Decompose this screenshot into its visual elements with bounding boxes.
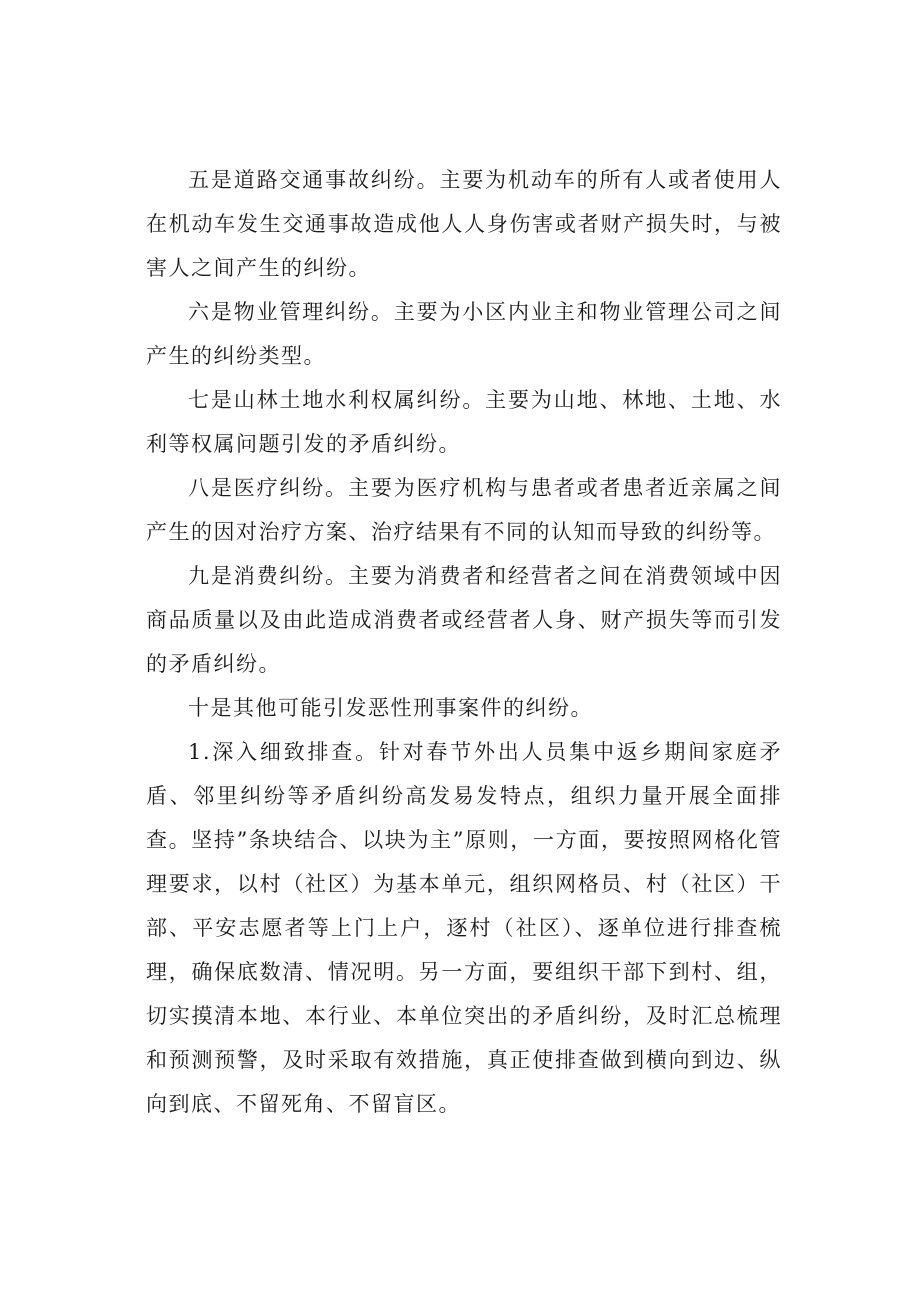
document-body [146,158,782,1126]
paragraph-other-criminal-dispute: 十是其他可能引发恶性刑事案件的纠纷。 [188,696,593,720]
paragraph-land-water-rights-dispute: 七是山林土地水利权属纠纷。主要为山地、林地、土地、水利等权属问题引发的矛盾纠纷。 [146,388,782,456]
paragraph-consumer-dispute: 九是消费纠纷。主要为消费者和经营者之间在消费领域中因商品质量以及由此造成消费者或经营者人身、财产损失等而引发的矛盾纠纷。 [146,564,782,676]
paragraph-property-management-dispute: 六是物业管理纠纷。主要为小区内业主和物业管理公司之间产生的纠纷类型。 [146,300,782,368]
paragraph-medical-dispute: 八是医疗纠纷。主要为医疗机构与患者或者患者近亲属之间产生的因对治疗方案、治疗结果有不同的认知而导致的纠纷等。 [146,476,782,544]
paragraph-road-traffic-dispute: 五是道路交通事故纠纷。主要为机动车的所有人或者使用人在机动车发生交通事故造成他人人身伤害或者财产损失时，与被害人之间产生的纠纷。 [146,168,782,280]
paragraph-thorough-investigation: 1.深入细致排查。针对春节外出人员集中返乡期间家庭矛盾、邻里纠纷等矛盾纠纷高发易发特点，组织力量开展全面排查。坚持”条块结合、以块为主”原则，一方面，要按照网格化管理要求，以村（社区）为基本单元，组织网格员、村（社区）干部、平安志愿者等上门上户，逐村（社区）、逐单位进行排查梳理，确保底数清、情况明。另一方面，要组织干部下到村、组，切实摸清本地、本行业、本单位突出的矛盾纠纷，及时汇总梳理和预测预警，及时采取有效措施，真正使排查做到横向到边、纵向到底、不留死角、不留盲区。 [146,740,782,1116]
